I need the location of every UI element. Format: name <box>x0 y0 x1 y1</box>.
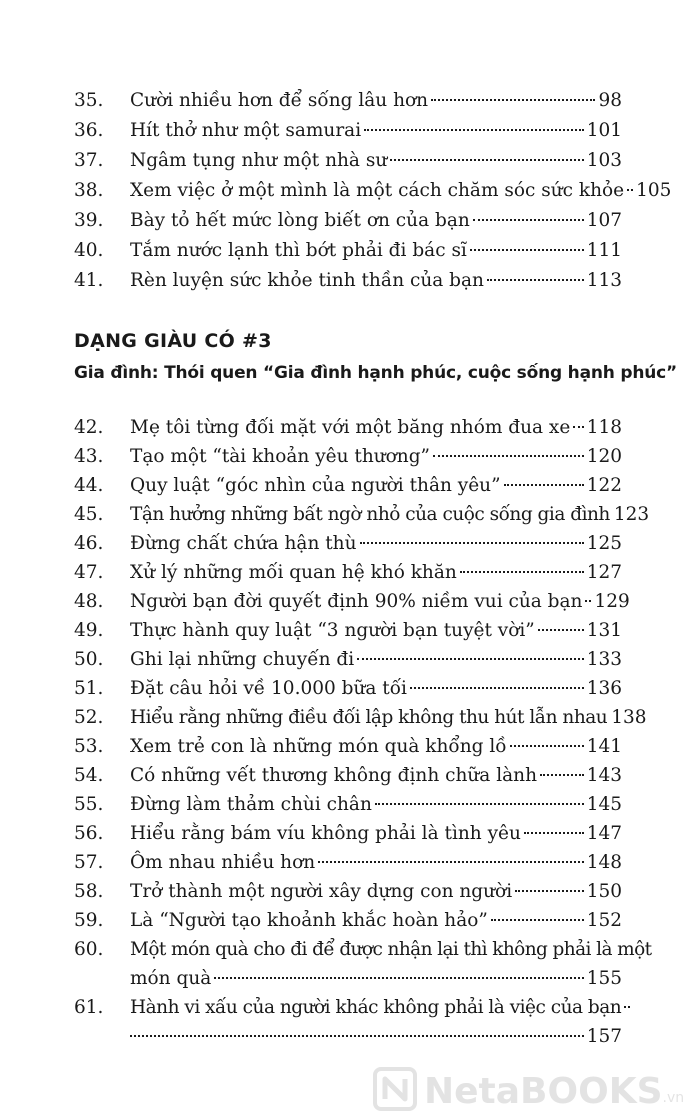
section-subheading: Gia đình: Thói quen “Gia đình hạnh phúc, cuộc sống hạnh phúc” <box>74 363 677 383</box>
entry-title-line-1: Một món quà cho đi để được nhận lại thì không phải là một <box>130 939 652 960</box>
entry-title: Thực hành quy luật “3 người bạn tuyệt vời” <box>130 620 535 641</box>
entry-number: 37. <box>74 150 104 171</box>
toc-entry <box>0 146 700 176</box>
toc-entry <box>0 993 700 1023</box>
dot-leader <box>504 483 584 486</box>
entry-page: 111 <box>586 240 622 261</box>
dot-leader <box>573 425 583 428</box>
entry-page: 141 <box>586 736 622 757</box>
dot-leader <box>487 278 584 281</box>
entry-title: Quy luật “góc nhìn của người thân yêu” <box>130 475 501 496</box>
toc-entry <box>0 116 700 146</box>
entry-page: 107 <box>586 210 622 231</box>
entry-number: 47. <box>74 562 104 583</box>
toc-entry <box>0 500 700 530</box>
entry-number: 49. <box>74 620 104 641</box>
entry-page: 152 <box>586 910 622 931</box>
entry-number: 55. <box>74 794 104 815</box>
entry-page: 127 <box>586 562 622 583</box>
toc-entry-continuation <box>0 964 700 994</box>
dot-leader <box>431 98 595 101</box>
toc-entry <box>0 848 700 878</box>
dot-leader <box>375 802 584 805</box>
toc-entry <box>0 442 700 472</box>
entry-page: 148 <box>586 852 622 873</box>
dot-leader <box>433 454 584 457</box>
toc-entry <box>0 935 700 965</box>
entry-number: 39. <box>74 210 104 231</box>
entry-page: 120 <box>586 446 622 467</box>
entry-title: Tắm nước lạnh thì bớt phải đi bác sĩ <box>130 240 467 261</box>
dot-leader <box>390 158 583 161</box>
entry-title: Là “Người tạo khoảnh khắc hoàn hảo” <box>130 910 488 931</box>
dot-leader <box>491 918 584 921</box>
entry-number: 45. <box>74 504 104 525</box>
toc-entry <box>0 877 700 907</box>
entry-page: 150 <box>586 881 622 902</box>
section-heading: DẠNG GIÀU CÓ #3 <box>74 330 272 352</box>
toc-entry <box>0 529 700 559</box>
entry-title: Đừng làm thảm chùi chân <box>130 794 372 815</box>
entry-number: 56. <box>74 823 104 844</box>
dot-leader <box>357 657 583 660</box>
entry-number: 42. <box>74 417 104 438</box>
entry-title: Hít thở như một samurai <box>130 120 362 141</box>
dot-leader <box>524 831 584 834</box>
entry-number: 52. <box>74 707 104 728</box>
dot-leader <box>470 248 584 251</box>
toc-entry <box>0 236 700 266</box>
entry-page: 113 <box>586 270 622 291</box>
watermark-suffix: .vn <box>662 1090 685 1106</box>
entry-page: 131 <box>586 620 622 641</box>
entry-title-line-2: món quà <box>130 968 212 989</box>
toc-entry <box>0 674 700 704</box>
entry-page: 136 <box>586 678 622 699</box>
entry-number: 51. <box>74 678 104 699</box>
entry-number: 59. <box>74 910 104 931</box>
toc-entry <box>0 86 700 116</box>
entry-title: Tạo một “tài khoản yêu thương” <box>130 446 431 467</box>
toc-entry <box>0 587 700 617</box>
toc-entry <box>0 761 700 791</box>
entry-page: 125 <box>586 533 622 554</box>
dot-leader <box>130 1034 584 1037</box>
entry-number: 50. <box>74 649 104 670</box>
toc-entry <box>0 206 700 236</box>
entry-number: 44. <box>74 475 104 496</box>
entry-number: 43. <box>74 446 104 467</box>
entry-title: Ngâm tụng như một nhà sư <box>130 150 388 171</box>
entry-title: Bày tỏ hết mức lòng biết ơn của bạn <box>130 210 470 231</box>
entry-page: 98 <box>598 90 622 111</box>
entry-page: 103 <box>586 150 622 171</box>
entry-number: 61. <box>74 997 104 1018</box>
dot-leader <box>627 188 633 191</box>
entry-number: 57. <box>74 852 104 873</box>
toc-entry <box>0 703 700 733</box>
entry-title: Mẹ tôi từng đối mặt với một băng nhóm đua xe <box>130 417 571 438</box>
entry-number: 35. <box>74 90 104 111</box>
entry-number: 41. <box>74 270 104 291</box>
entry-number: 54. <box>74 765 104 786</box>
entry-title: Tận hưởng những bất ngờ nhỏ của cuộc sống gia đình <box>130 504 610 525</box>
entry-title: Có những vết thương không định chữa lành <box>130 765 537 786</box>
n-logo-icon <box>372 1066 418 1116</box>
entry-number: 60. <box>74 939 104 960</box>
dot-leader <box>473 218 584 221</box>
entry-title: Rèn luyện sức khỏe tinh thần của bạn <box>130 270 484 291</box>
entry-page: 118 <box>586 417 622 438</box>
dot-leader <box>410 686 584 689</box>
entry-page: 101 <box>586 120 622 141</box>
entry-page: 155 <box>586 968 622 989</box>
entry-title: Người bạn đời quyết định 90% niềm vui của bạn <box>130 591 583 612</box>
entry-page: 105 <box>636 180 672 201</box>
toc-entry <box>0 732 700 762</box>
entry-title: Ghi lại những chuyến đi <box>130 649 355 670</box>
entry-title: Xử lý những mối quan hệ khó khăn <box>130 562 457 583</box>
dot-leader <box>460 570 584 573</box>
entry-page: 129 <box>594 591 630 612</box>
entry-number: 53. <box>74 736 104 757</box>
toc-entry-continuation <box>0 1022 700 1052</box>
toc-entry <box>0 413 700 443</box>
entry-page: 157 <box>586 1026 622 1047</box>
entry-page: 123 <box>613 504 650 525</box>
entry-title: Hành vi xấu của người khác không phải là việc của bạn <box>130 997 622 1018</box>
entry-number: 38. <box>74 180 104 201</box>
entry-number: 46. <box>74 533 104 554</box>
dot-leader <box>360 541 584 544</box>
entry-title: Hiểu rằng bám víu không phải là tình yêu <box>130 823 521 844</box>
dot-leader <box>510 744 584 747</box>
toc-entry <box>0 471 700 501</box>
toc-entry <box>0 645 700 675</box>
toc-entry <box>0 558 700 588</box>
entry-page: 138 <box>611 707 647 728</box>
entry-page: 143 <box>586 765 622 786</box>
watermark-brand: NetaBOOKS <box>424 1070 663 1112</box>
dot-leader <box>540 773 584 776</box>
entry-page: 145 <box>586 794 622 815</box>
entry-page: 133 <box>586 649 622 670</box>
dot-leader <box>538 628 584 631</box>
entry-number: 48. <box>74 591 104 612</box>
dot-leader <box>624 1005 630 1008</box>
toc-entry <box>0 819 700 849</box>
dot-leader <box>364 128 584 131</box>
dot-leader <box>515 889 584 892</box>
entry-title: Hiểu rằng những điều đối lập không thu hút lẫn nhau <box>130 707 608 728</box>
entry-title: Đặt câu hỏi về 10.000 bữa tối <box>130 678 407 699</box>
dot-leader <box>214 976 583 979</box>
watermark <box>372 1066 684 1116</box>
entry-page: 122 <box>586 475 622 496</box>
dot-leader <box>585 599 591 602</box>
entry-number: 40. <box>74 240 104 261</box>
entry-title: Đừng chất chứa hận thù <box>130 533 357 554</box>
entry-title: Trở thành một người xây dựng con người <box>130 881 513 902</box>
entry-number: 36. <box>74 120 104 141</box>
entry-page: 147 <box>586 823 622 844</box>
toc-entry <box>0 790 700 820</box>
toc-entry <box>0 176 700 206</box>
toc-entry <box>0 266 700 296</box>
entry-title: Xem việc ở một mình là một cách chăm sóc sức khỏe <box>130 180 625 201</box>
entry-title: Cười nhiều hơn để sống lâu hơn <box>130 90 429 111</box>
dot-leader <box>318 860 584 863</box>
toc-entry <box>0 616 700 646</box>
entry-number: 58. <box>74 881 104 902</box>
entry-title: Ôm nhau nhiều hơn <box>130 852 316 873</box>
toc-entry <box>0 906 700 936</box>
entry-title: Xem trẻ con là những món quà khổng lồ <box>130 736 507 757</box>
